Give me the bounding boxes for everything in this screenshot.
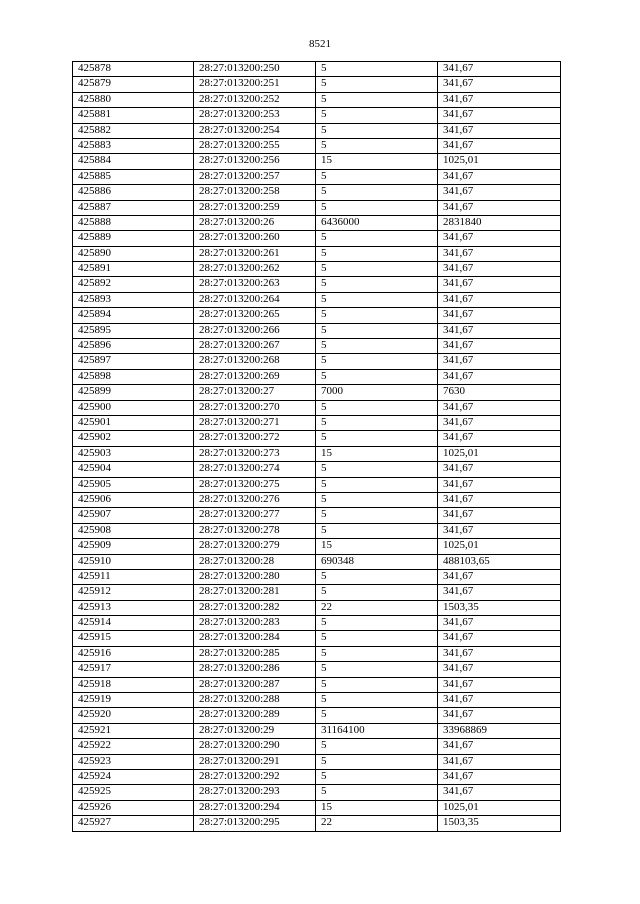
cadastral-number-cell: 28:27:013200:28 (194, 554, 316, 569)
value-cell: 341,67 (438, 616, 561, 631)
value-cell: 341,67 (438, 339, 561, 354)
cadastral-number-cell: 28:27:013200:264 (194, 292, 316, 307)
area-cell: 5 (316, 739, 438, 754)
record-number-cell: 425880 (73, 92, 194, 107)
area-cell: 15 (316, 446, 438, 461)
cadastral-number-cell: 28:27:013200:273 (194, 446, 316, 461)
cadastral-number-cell: 28:27:013200:269 (194, 369, 316, 384)
record-number-cell: 425911 (73, 569, 194, 584)
record-number-cell: 425882 (73, 123, 194, 138)
area-cell: 5 (316, 92, 438, 107)
area-cell: 5 (316, 323, 438, 338)
record-number-cell: 425902 (73, 431, 194, 446)
table-row (73, 308, 561, 323)
table-row (73, 262, 561, 277)
record-number-cell: 425878 (73, 62, 194, 77)
area-cell: 5 (316, 138, 438, 153)
cadastral-number-cell: 28:27:013200:29 (194, 723, 316, 738)
area-cell: 690348 (316, 554, 438, 569)
record-number-cell: 425895 (73, 323, 194, 338)
value-cell: 341,67 (438, 569, 561, 584)
record-number-cell: 425916 (73, 646, 194, 661)
value-cell: 341,67 (438, 92, 561, 107)
area-cell: 5 (316, 646, 438, 661)
record-number-cell: 425897 (73, 354, 194, 369)
cadastral-number-cell: 28:27:013200:253 (194, 108, 316, 123)
value-cell: 341,67 (438, 138, 561, 153)
table-row (73, 138, 561, 153)
table-row (73, 739, 561, 754)
area-cell: 5 (316, 492, 438, 507)
record-number-cell: 425899 (73, 385, 194, 400)
record-number-cell: 425914 (73, 616, 194, 631)
cadastral-number-cell: 28:27:013200:261 (194, 246, 316, 261)
area-cell: 5 (316, 785, 438, 800)
table-row (73, 677, 561, 692)
value-cell: 1025,01 (438, 154, 561, 169)
area-cell: 5 (316, 569, 438, 584)
cadastral-number-cell: 28:27:013200:268 (194, 354, 316, 369)
table-row (73, 508, 561, 523)
area-cell: 5 (316, 477, 438, 492)
value-cell: 341,67 (438, 431, 561, 446)
area-cell: 15 (316, 539, 438, 554)
cadastral-number-cell: 28:27:013200:292 (194, 769, 316, 784)
area-cell: 5 (316, 200, 438, 215)
table-row (73, 62, 561, 77)
table-row (73, 523, 561, 538)
cadastral-number-cell: 28:27:013200:256 (194, 154, 316, 169)
value-cell: 341,67 (438, 585, 561, 600)
table-row (73, 108, 561, 123)
cadastral-number-cell: 28:27:013200:290 (194, 739, 316, 754)
table-row (73, 200, 561, 215)
table-row (73, 554, 561, 569)
cadastral-number-cell: 28:27:013200:286 (194, 662, 316, 677)
record-number-cell: 425894 (73, 308, 194, 323)
cadastral-number-cell: 28:27:013200:254 (194, 123, 316, 138)
value-cell: 341,67 (438, 200, 561, 215)
cadastral-number-cell: 28:27:013200:285 (194, 646, 316, 661)
cadastral-number-cell: 28:27:013200:27 (194, 385, 316, 400)
value-cell: 341,67 (438, 662, 561, 677)
record-number-cell: 425925 (73, 785, 194, 800)
table-row (73, 415, 561, 430)
cadastral-number-cell: 28:27:013200:257 (194, 169, 316, 184)
cadastral-number-cell: 28:27:013200:258 (194, 185, 316, 200)
area-cell: 5 (316, 431, 438, 446)
cadastral-number-cell: 28:27:013200:270 (194, 400, 316, 415)
cadastral-number-cell: 28:27:013200:294 (194, 800, 316, 815)
area-cell: 5 (316, 677, 438, 692)
record-number-cell: 425889 (73, 231, 194, 246)
area-cell: 31164100 (316, 723, 438, 738)
cadastral-number-cell: 28:27:013200:271 (194, 415, 316, 430)
table-row (73, 185, 561, 200)
cadastral-number-cell: 28:27:013200:279 (194, 539, 316, 554)
cadastral-number-cell: 28:27:013200:295 (194, 816, 316, 831)
cadastral-number-cell: 28:27:013200:287 (194, 677, 316, 692)
cadastral-number-cell: 28:27:013200:265 (194, 308, 316, 323)
table-row (73, 539, 561, 554)
record-number-cell: 425915 (73, 631, 194, 646)
value-cell: 2831840 (438, 215, 561, 230)
value-cell: 341,67 (438, 462, 561, 477)
area-cell: 5 (316, 693, 438, 708)
area-cell: 5 (316, 769, 438, 784)
value-cell: 341,67 (438, 262, 561, 277)
cadastral-number-cell: 28:27:013200:275 (194, 477, 316, 492)
cadastral-number-cell: 28:27:013200:262 (194, 262, 316, 277)
table-row (73, 292, 561, 307)
area-cell: 22 (316, 816, 438, 831)
area-cell: 5 (316, 708, 438, 723)
area-cell: 5 (316, 754, 438, 769)
cadastral-number-cell: 28:27:013200:252 (194, 92, 316, 107)
table-row (73, 816, 561, 831)
area-cell: 7000 (316, 385, 438, 400)
area-cell: 6436000 (316, 215, 438, 230)
cadastral-number-cell: 28:27:013200:276 (194, 492, 316, 507)
record-number-cell: 425887 (73, 200, 194, 215)
cadastral-number-cell: 28:27:013200:263 (194, 277, 316, 292)
record-number-cell: 425923 (73, 754, 194, 769)
area-cell: 5 (316, 400, 438, 415)
table-row (73, 662, 561, 677)
area-cell: 5 (316, 292, 438, 307)
cadastral-number-cell: 28:27:013200:250 (194, 62, 316, 77)
record-number-cell: 425901 (73, 415, 194, 430)
value-cell: 341,67 (438, 677, 561, 692)
table-row (73, 477, 561, 492)
area-cell: 5 (316, 462, 438, 477)
table-row (73, 631, 561, 646)
record-number-cell: 425921 (73, 723, 194, 738)
value-cell: 7630 (438, 385, 561, 400)
record-number-cell: 425888 (73, 215, 194, 230)
table-row (73, 277, 561, 292)
area-cell: 5 (316, 354, 438, 369)
record-number-cell: 425890 (73, 246, 194, 261)
table-row (73, 723, 561, 738)
value-cell: 341,67 (438, 123, 561, 138)
record-number-cell: 425892 (73, 277, 194, 292)
area-cell: 15 (316, 154, 438, 169)
page-number: 8521 (309, 38, 331, 50)
data-table (72, 61, 561, 832)
table-row (73, 600, 561, 615)
cadastral-number-cell: 28:27:013200:281 (194, 585, 316, 600)
table-row (73, 462, 561, 477)
value-cell: 1503,35 (438, 600, 561, 615)
cadastral-number-cell: 28:27:013200:26 (194, 215, 316, 230)
value-cell: 341,67 (438, 477, 561, 492)
record-number-cell: 425898 (73, 369, 194, 384)
area-cell: 5 (316, 585, 438, 600)
cadastral-number-cell: 28:27:013200:251 (194, 77, 316, 92)
value-cell: 341,67 (438, 754, 561, 769)
value-cell: 341,67 (438, 62, 561, 77)
value-cell: 341,67 (438, 785, 561, 800)
area-cell: 5 (316, 169, 438, 184)
cadastral-number-cell: 28:27:013200:283 (194, 616, 316, 631)
area-cell: 5 (316, 108, 438, 123)
table-row (73, 492, 561, 507)
value-cell: 341,67 (438, 739, 561, 754)
cadastral-number-cell: 28:27:013200:274 (194, 462, 316, 477)
value-cell: 341,67 (438, 631, 561, 646)
record-number-cell: 425905 (73, 477, 194, 492)
record-number-cell: 425908 (73, 523, 194, 538)
table-row (73, 92, 561, 107)
table-row (73, 616, 561, 631)
table-row (73, 585, 561, 600)
table-row (73, 339, 561, 354)
area-cell: 5 (316, 523, 438, 538)
value-cell: 1025,01 (438, 800, 561, 815)
table-row (73, 169, 561, 184)
table-row (73, 369, 561, 384)
area-cell: 5 (316, 508, 438, 523)
value-cell: 341,67 (438, 523, 561, 538)
record-number-cell: 425884 (73, 154, 194, 169)
record-number-cell: 425917 (73, 662, 194, 677)
cadastral-number-cell: 28:27:013200:282 (194, 600, 316, 615)
value-cell: 341,67 (438, 169, 561, 184)
value-cell: 1503,35 (438, 816, 561, 831)
cadastral-number-cell: 28:27:013200:278 (194, 523, 316, 538)
record-number-cell: 425913 (73, 600, 194, 615)
cadastral-number-cell: 28:27:013200:289 (194, 708, 316, 723)
cadastral-number-cell: 28:27:013200:288 (194, 693, 316, 708)
area-cell: 5 (316, 662, 438, 677)
cadastral-number-cell: 28:27:013200:291 (194, 754, 316, 769)
cadastral-number-cell: 28:27:013200:293 (194, 785, 316, 800)
table-row (73, 785, 561, 800)
record-number-cell: 425910 (73, 554, 194, 569)
record-number-cell: 425886 (73, 185, 194, 200)
area-cell: 22 (316, 600, 438, 615)
cadastral-number-cell: 28:27:013200:277 (194, 508, 316, 523)
area-cell: 5 (316, 185, 438, 200)
record-number-cell: 425926 (73, 800, 194, 815)
value-cell: 341,67 (438, 708, 561, 723)
cadastral-number-cell: 28:27:013200:280 (194, 569, 316, 584)
area-cell: 5 (316, 308, 438, 323)
area-cell: 5 (316, 369, 438, 384)
record-number-cell: 425893 (73, 292, 194, 307)
table-row (73, 769, 561, 784)
record-number-cell: 425904 (73, 462, 194, 477)
record-number-cell: 425909 (73, 539, 194, 554)
value-cell: 341,67 (438, 769, 561, 784)
value-cell: 341,67 (438, 77, 561, 92)
record-number-cell: 425927 (73, 816, 194, 831)
area-cell: 5 (316, 631, 438, 646)
table-row (73, 754, 561, 769)
cadastral-number-cell: 28:27:013200:267 (194, 339, 316, 354)
record-number-cell: 425919 (73, 693, 194, 708)
value-cell: 341,67 (438, 292, 561, 307)
value-cell: 341,67 (438, 277, 561, 292)
table-row (73, 646, 561, 661)
table-row (73, 215, 561, 230)
value-cell: 341,67 (438, 415, 561, 430)
table-row (73, 446, 561, 461)
value-cell: 1025,01 (438, 539, 561, 554)
area-cell: 5 (316, 246, 438, 261)
cadastral-number-cell: 28:27:013200:260 (194, 231, 316, 246)
area-cell: 5 (316, 231, 438, 246)
table-row (73, 400, 561, 415)
value-cell: 341,67 (438, 246, 561, 261)
value-cell: 341,67 (438, 308, 561, 323)
value-cell: 341,67 (438, 646, 561, 661)
record-number-cell: 425907 (73, 508, 194, 523)
area-cell: 5 (316, 277, 438, 292)
value-cell: 341,67 (438, 108, 561, 123)
record-number-cell: 425903 (73, 446, 194, 461)
record-number-cell: 425924 (73, 769, 194, 784)
record-number-cell: 425879 (73, 77, 194, 92)
value-cell: 341,67 (438, 400, 561, 415)
cadastral-number-cell: 28:27:013200:284 (194, 631, 316, 646)
record-number-cell: 425891 (73, 262, 194, 277)
table-row (73, 569, 561, 584)
value-cell: 488103,65 (438, 554, 561, 569)
table-row (73, 77, 561, 92)
value-cell: 341,67 (438, 354, 561, 369)
area-cell: 5 (316, 339, 438, 354)
record-number-cell: 425885 (73, 169, 194, 184)
table-row (73, 800, 561, 815)
record-number-cell: 425906 (73, 492, 194, 507)
cadastral-number-cell: 28:27:013200:272 (194, 431, 316, 446)
record-number-cell: 425922 (73, 739, 194, 754)
record-number-cell: 425896 (73, 339, 194, 354)
cadastral-number-cell: 28:27:013200:266 (194, 323, 316, 338)
area-cell: 5 (316, 77, 438, 92)
table-row (73, 431, 561, 446)
record-number-cell: 425912 (73, 585, 194, 600)
area-cell: 5 (316, 62, 438, 77)
value-cell: 341,67 (438, 508, 561, 523)
record-number-cell: 425918 (73, 677, 194, 692)
area-cell: 5 (316, 415, 438, 430)
table-row (73, 693, 561, 708)
table-row (73, 123, 561, 138)
table-row (73, 385, 561, 400)
table-row (73, 231, 561, 246)
record-number-cell: 425883 (73, 138, 194, 153)
record-number-cell: 425920 (73, 708, 194, 723)
table-body (73, 62, 561, 832)
value-cell: 33968869 (438, 723, 561, 738)
table-row (73, 323, 561, 338)
cadastral-number-cell: 28:27:013200:259 (194, 200, 316, 215)
record-number-cell: 425881 (73, 108, 194, 123)
table-row (73, 354, 561, 369)
value-cell: 1025,01 (438, 446, 561, 461)
value-cell: 341,67 (438, 492, 561, 507)
area-cell: 5 (316, 123, 438, 138)
value-cell: 341,67 (438, 369, 561, 384)
table-row (73, 708, 561, 723)
area-cell: 15 (316, 800, 438, 815)
record-number-cell: 425900 (73, 400, 194, 415)
value-cell: 341,67 (438, 185, 561, 200)
area-cell: 5 (316, 262, 438, 277)
cadastral-number-cell: 28:27:013200:255 (194, 138, 316, 153)
value-cell: 341,67 (438, 323, 561, 338)
value-cell: 341,67 (438, 231, 561, 246)
value-cell: 341,67 (438, 693, 561, 708)
area-cell: 5 (316, 616, 438, 631)
table-row (73, 246, 561, 261)
table-row (73, 154, 561, 169)
